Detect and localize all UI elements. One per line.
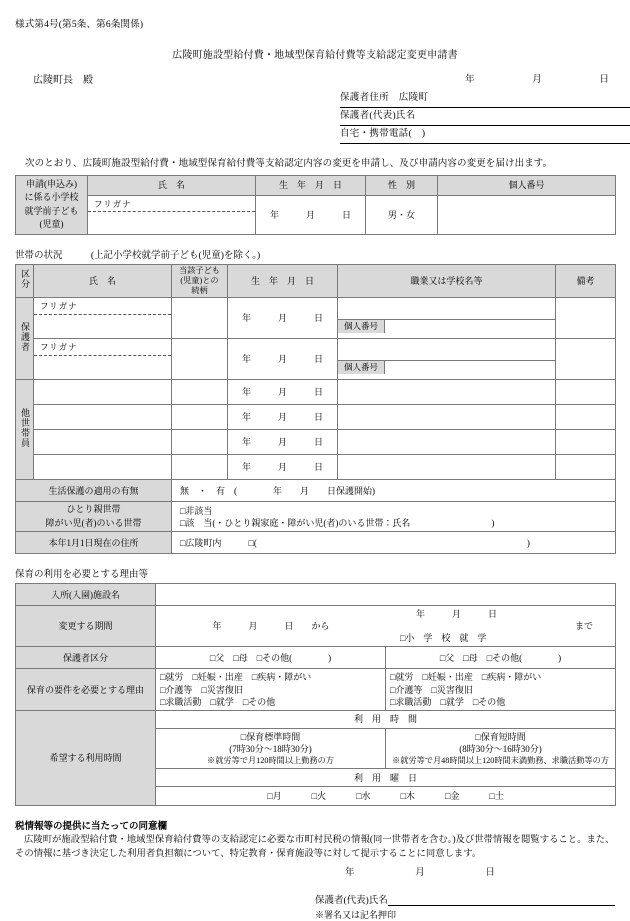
relation-line-1: 当該子ども bbox=[179, 265, 220, 275]
guardian1-occupation-input[interactable] bbox=[338, 304, 555, 320]
document-title: 広陵町施設型給付費・地域型保育給付費等支給認定変更申請書 bbox=[172, 50, 458, 61]
day-checkbox-sat[interactable]: □土 bbox=[489, 791, 504, 802]
guardian-division-options-2[interactable]: □父 □母 □その他( ) bbox=[386, 647, 616, 669]
other1-occupation-input[interactable] bbox=[338, 380, 556, 405]
single-parent-option-not-applicable[interactable]: □非該当 bbox=[180, 505, 213, 516]
child-row-label-line-4: (児童) bbox=[39, 219, 64, 230]
other3-name-input[interactable] bbox=[34, 430, 172, 455]
other4-occupation-input[interactable] bbox=[338, 455, 556, 480]
childcare-table bbox=[15, 583, 616, 806]
welfare-row bbox=[16, 480, 616, 502]
guardian2-occupation-cell[interactable] bbox=[338, 339, 556, 380]
period-cell[interactable] bbox=[156, 606, 616, 647]
household-header-row bbox=[16, 264, 616, 298]
form-page bbox=[0, 16, 630, 921]
guardian2-furigana-label: フリガナ bbox=[34, 341, 171, 355]
guardian-division-options-1[interactable]: □父 □母 □その他( ) bbox=[156, 647, 386, 669]
guardian1-furigana-label: フリガナ bbox=[34, 300, 171, 314]
household-header-division-text: 区分 bbox=[20, 269, 30, 290]
household-header-name: 氏 名 bbox=[34, 264, 172, 298]
hours-standard-name[interactable]: □保育標準時間 bbox=[240, 731, 301, 742]
consent-date-day: 日 bbox=[485, 868, 495, 879]
facility-label: 入所(入園)施設名 bbox=[16, 584, 156, 606]
facility-row bbox=[16, 584, 616, 606]
household-header-relation bbox=[172, 264, 228, 298]
child-table-data-row bbox=[16, 195, 616, 234]
guardian-division-label: 保護者区分 bbox=[16, 647, 156, 669]
other4-dob-input[interactable]: 年 月 日 bbox=[228, 455, 338, 480]
guardian2-remarks-input[interactable] bbox=[556, 339, 616, 380]
guardian-info-block bbox=[340, 90, 630, 144]
guardian2-mynumber-label: 個人番号 bbox=[338, 361, 385, 374]
guardian2-relation-input[interactable] bbox=[172, 339, 228, 380]
child-header-dob: 生 年 月 日 bbox=[256, 175, 366, 195]
guardian-name-label: 保護者(代表)氏名 bbox=[340, 110, 416, 121]
addressee-row bbox=[15, 71, 615, 86]
signature-row[interactable] bbox=[315, 892, 615, 906]
guardian1-occupation-cell[interactable] bbox=[338, 298, 556, 339]
child-dob-input[interactable]: 年 月 日 bbox=[256, 195, 366, 234]
other4-remarks-input[interactable] bbox=[556, 455, 616, 480]
date-month-label: 月 bbox=[532, 75, 542, 85]
reason-options-1 bbox=[156, 669, 386, 710]
intro-text: 次のとおり、広陵町施設型給付費・地域型保育給付費等支給認定内容の変更を申請し、及び申請内容の変更を届け出ます。 bbox=[25, 158, 553, 169]
table-row bbox=[16, 298, 616, 339]
guardian1-remarks-input[interactable] bbox=[556, 298, 616, 339]
signature-input[interactable] bbox=[388, 894, 615, 906]
reason-label: 保育の要件を必要とする理由 bbox=[16, 669, 156, 710]
other2-occupation-input[interactable] bbox=[338, 405, 556, 430]
reason-2-line-2[interactable]: □介護等 □災害復旧 bbox=[390, 684, 473, 695]
date-year-label: 年 bbox=[465, 75, 475, 85]
household-heading-note: (上記小学校就学前子ども(児童)を除く。) bbox=[90, 250, 261, 261]
reason-1-line-3[interactable]: □求職活動 □就学 □その他 bbox=[160, 696, 276, 707]
household-heading: 世帯の状況 bbox=[15, 250, 63, 261]
day-checkbox-tue[interactable]: □火 bbox=[311, 791, 327, 802]
guardian1-name-input[interactable] bbox=[34, 315, 171, 337]
child-mynumber-input[interactable] bbox=[438, 195, 616, 234]
other4-relation-input[interactable] bbox=[172, 455, 228, 480]
guardian-name-field[interactable] bbox=[340, 108, 630, 126]
household-heading-row bbox=[15, 247, 615, 261]
other3-dob-input[interactable]: 年 月 日 bbox=[228, 430, 338, 455]
hours-header: 利 用 時 間 bbox=[156, 710, 616, 728]
consent-date bbox=[345, 864, 495, 878]
hours-standard-cell[interactable] bbox=[156, 728, 386, 768]
days-cell bbox=[156, 787, 616, 806]
reason-2-line-1[interactable]: □就労 □妊娠・出産 □疾病・障がい bbox=[390, 672, 542, 683]
household-guardian-label bbox=[16, 298, 34, 380]
table-row bbox=[16, 455, 616, 480]
other2-dob-input[interactable]: 年 月 日 bbox=[228, 405, 338, 430]
child-row-label-line-2: に係る小学校 bbox=[24, 192, 79, 203]
child-table-header-row bbox=[16, 175, 616, 195]
guardian1-mynumber-label: 個人番号 bbox=[338, 320, 385, 333]
guardian-division-row bbox=[16, 647, 616, 669]
hours-label: 希望する利用時間 bbox=[16, 710, 156, 805]
signature-label: 保護者(代表)氏名 bbox=[315, 896, 388, 907]
other1-relation-input[interactable] bbox=[172, 380, 228, 405]
household-header-division bbox=[16, 264, 34, 298]
guardian2-mynumber-row bbox=[338, 361, 555, 374]
single-parent-label-line-1: ひとり親世帯 bbox=[66, 504, 121, 515]
relation-line-3: 続柄 bbox=[191, 286, 208, 296]
submission-date bbox=[465, 71, 615, 85]
hours-standard-note: ※就労等で月120時間以上勤務の方 bbox=[207, 756, 334, 766]
guardian-address-label: 保護者住所 広陵町 bbox=[340, 93, 429, 103]
day-checkbox-thu[interactable]: □木 bbox=[400, 791, 415, 802]
reason-1-line-2[interactable]: □介護等 □災害復旧 bbox=[160, 684, 243, 695]
period-label: 変更する期間 bbox=[16, 606, 156, 647]
other3-relation-input[interactable] bbox=[172, 430, 228, 455]
other1-remarks-input[interactable] bbox=[556, 380, 616, 405]
other1-dob-input[interactable]: 年 月 日 bbox=[228, 380, 338, 405]
guardian2-dob-input[interactable]: 年 月 日 bbox=[228, 339, 338, 380]
single-parent-label-line-2: 障がい児(者)のいる世帯 bbox=[45, 517, 142, 528]
child-name-input[interactable] bbox=[88, 212, 255, 231]
child-row-label-line-1: 申請(申込み) bbox=[26, 178, 77, 189]
guardian1-mynumber-input[interactable] bbox=[385, 320, 555, 333]
other4-name-input[interactable] bbox=[34, 455, 172, 480]
day-checkbox-wed[interactable]: □水 bbox=[356, 791, 371, 802]
jan1-address-label: 本年1月1日現在の住所 bbox=[16, 532, 172, 554]
reason-2-line-3[interactable]: □求職活動 □就学 □その他 bbox=[390, 696, 506, 707]
consent-body: 広陵町が施設型給付費・地域型保育給付費等の支給認定に必要な市町村民税の情報(同一世帯者を含む。)及び世帯情報を閲覧すること。また、その情報に基づき決定した利用者負担額について、特定教育・保育施設等に対して提示することに同意します。 bbox=[15, 835, 615, 860]
table-row bbox=[16, 405, 616, 430]
hours-header-row bbox=[16, 710, 616, 728]
jan1-address-value[interactable]: □広陵町内 □( ) bbox=[172, 532, 616, 554]
other1-name-input[interactable] bbox=[34, 380, 172, 405]
form-number: 様式第4号(第5条、第6条関係) bbox=[15, 20, 144, 30]
guardian2-name-cell[interactable] bbox=[34, 339, 172, 380]
consent-date-month: 月 bbox=[415, 868, 425, 879]
guardian-phone-field[interactable] bbox=[340, 126, 630, 144]
period-to-date[interactable]: 年 月 日 bbox=[416, 609, 498, 620]
period-row bbox=[16, 606, 616, 647]
day-checkbox-mon[interactable]: □月 bbox=[267, 791, 282, 802]
reason-options-2 bbox=[386, 669, 616, 710]
child-header-mynumber: 個人番号 bbox=[438, 175, 616, 195]
table-row bbox=[16, 339, 616, 380]
child-row-label-line-3: 就学前子ども bbox=[24, 205, 79, 216]
other2-remarks-input[interactable] bbox=[556, 405, 616, 430]
child-furigana-label: フリガナ bbox=[88, 198, 255, 212]
childcare-heading: 保育の利用を必要とする理由等 bbox=[15, 570, 149, 581]
household-others-label-text: 他世帯員 bbox=[20, 408, 30, 449]
guardian1-dob-input[interactable]: 年 月 日 bbox=[228, 298, 338, 339]
guardian2-name-input[interactable] bbox=[34, 356, 171, 378]
single-parent-option-applicable[interactable]: □該 当(・ひとり親家庭・障がい児(者)のいる世帯：氏名 ) bbox=[180, 517, 495, 528]
hours-short-name[interactable]: □保育短時間 bbox=[475, 731, 526, 742]
child-gender-input[interactable]: 男・女 bbox=[366, 195, 438, 234]
relation-line-2: (児童)との bbox=[180, 275, 219, 285]
guardian-address-field[interactable] bbox=[340, 90, 630, 108]
period-to-word: まで bbox=[574, 621, 593, 632]
welfare-label: 生活保護の適用の有無 bbox=[16, 480, 172, 502]
single-parent-options bbox=[172, 502, 616, 532]
guardian1-relation-input[interactable] bbox=[172, 298, 228, 339]
table-row bbox=[16, 380, 616, 405]
other2-relation-input[interactable] bbox=[172, 405, 228, 430]
days-header: 利 用 曜 日 bbox=[156, 769, 616, 787]
other3-remarks-input[interactable] bbox=[556, 430, 616, 455]
other3-occupation-input[interactable] bbox=[338, 430, 556, 455]
guardian-phone-label: 自宅・携帯電話( ) bbox=[340, 128, 426, 139]
household-header-dob: 生 年 月 日 bbox=[228, 264, 338, 298]
jan1-address-row bbox=[16, 532, 616, 554]
hours-short-range: (8時30分～16時30分) bbox=[459, 743, 542, 754]
household-others-label bbox=[16, 380, 34, 480]
guardian1-mynumber-row bbox=[338, 320, 555, 333]
child-header-name: 氏 名 bbox=[88, 175, 256, 195]
signature-note: ※署名又は記名押印 bbox=[315, 910, 397, 921]
child-name-cell[interactable] bbox=[88, 195, 256, 234]
household-guardian-label-text: 保護者 bbox=[20, 322, 30, 353]
single-parent-row bbox=[16, 502, 616, 532]
day-checkbox-fri[interactable]: □金 bbox=[444, 791, 460, 802]
hours-short-note: ※就労等で月48時間以上120時間未満勤務、求職活動等の方 bbox=[392, 756, 609, 766]
welfare-value[interactable]: 無 ・ 有 ( 年 月 日保護開始) bbox=[172, 480, 616, 502]
reason-1-line-1[interactable]: □就労 □妊娠・出産 □疾病・障がい bbox=[160, 672, 312, 683]
household-header-occupation: 職業又は学校名等 bbox=[338, 264, 556, 298]
child-row-label bbox=[16, 175, 88, 234]
reason-row bbox=[16, 669, 616, 710]
single-parent-label bbox=[16, 502, 172, 532]
other2-name-input[interactable] bbox=[34, 405, 172, 430]
period-school-option[interactable]: □小 学 校 就 学 bbox=[400, 633, 487, 644]
hours-standard-range: (7時30分～18時30分) bbox=[229, 743, 312, 754]
guardian2-mynumber-input[interactable] bbox=[385, 361, 555, 374]
child-table bbox=[15, 175, 616, 235]
facility-input[interactable] bbox=[156, 584, 616, 606]
consent-heading: 税情報等の提供に当たっての同意欄 bbox=[15, 822, 168, 833]
child-header-gender: 性 別 bbox=[366, 175, 438, 195]
guardian2-occupation-input[interactable] bbox=[338, 345, 555, 361]
household-header-remarks: 備考 bbox=[556, 264, 616, 298]
period-from[interactable]: 年 月 日 から bbox=[212, 621, 330, 632]
consent-date-year: 年 bbox=[345, 868, 355, 879]
household-table bbox=[15, 264, 616, 555]
guardian1-name-cell[interactable] bbox=[34, 298, 172, 339]
signature-block bbox=[15, 892, 615, 921]
table-row bbox=[16, 430, 616, 455]
date-day-label: 日 bbox=[599, 75, 609, 85]
addressee: 広陵町長 殿 bbox=[33, 75, 93, 86]
hours-short-cell[interactable] bbox=[386, 728, 616, 768]
